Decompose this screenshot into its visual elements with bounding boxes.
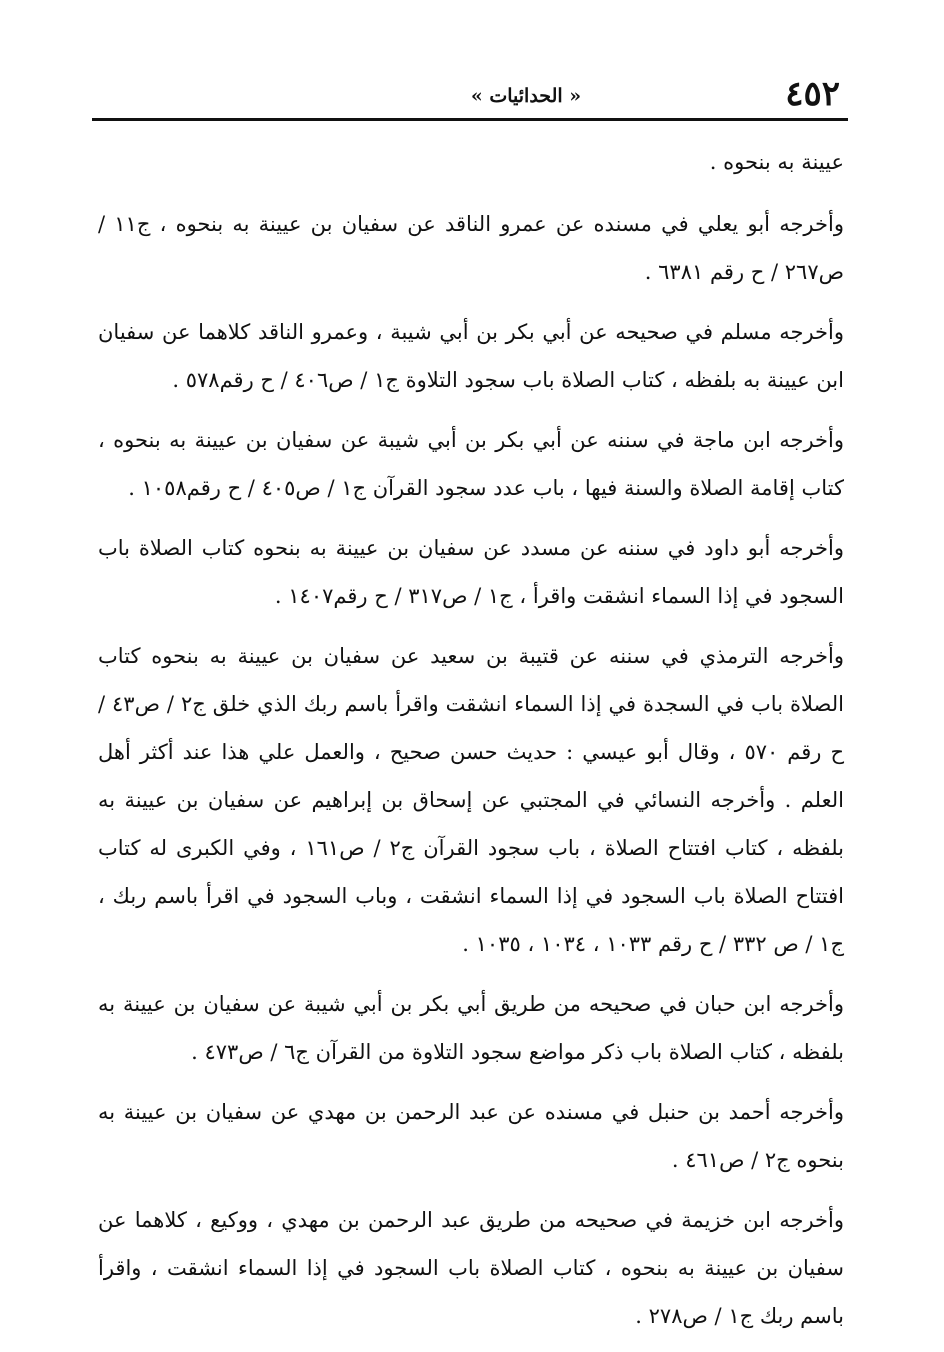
header-rule [92, 118, 848, 121]
paragraph-ibn-hibban: وأخرجه ابن حبان في صحيحه من طريق أبي بكر بن أبي شيبة عن سفيان بن عيينة به بلفظه ، كتاب الصلاة باب ذكر مواضع سجود التلاوة من القرآن ج٦ / ص٤٧٣ . [98, 992, 844, 1064]
paragraph-tirmidhi-nasai: وأخرجه الترمذي في سننه عن قتيبة بن سعيد عن سفيان بن عيينة به بنحوه كتاب الصلاة باب في السجدة في إذا السماء انشقت واقرأ باسم ربك الذي خلق ج٢ / ص٤٣ / ح رقم ٥٧٠ ، وقال أبو عيسي : حديث حسن صحيح ، والعمل علي هذا عند أكثر أهل العلم . وأخرجه النسائي في المجتبي عن إسحاق بن إبراهيم عن سفيان بن عيينة به بلفظه ، كتاب افتتاح الصلاة ، باب سجود القرآن ج٢ / ص١٦١ ، وفي الكبرى له كتاب افتتاح الصلاة باب السجود في إذا السماء انشقت ، وباب السجود في اقرأ باسم ربك ، ج١ / ص ٣٣٢ / ح رقم ١٠٣٣ ، ١٠٣٤ ، ١٠٣٥ . [98, 644, 845, 956]
page-number: ٤٥٢ [785, 74, 840, 114]
paragraph-abu-dawud: وأخرجه أبو داود في سننه عن مسدد عن سفيان بن عيينة به بنحوه كتاب الصلاة باب السجود في إذا السماء انشقت واقرأ ، ج١ / ص٣١٧ / ح رقم١٤٠٧ . [98, 536, 844, 608]
paragraph-ibn-khuzaymah: وأخرجه ابن خزيمة في صحيحه من طريق عبد الرحمن بن مهدي ، ووكيع ، كلاهما عن سفيان بن عيينة به بنحوه ، كتاب الصلاة باب السجود في إذا السماء انشقت ، واقرأ باسم ربك ج١ / ص٢٧٨ . [98, 1208, 844, 1328]
running-title: « الحدائيات » [470, 85, 582, 107]
page-header [92, 72, 840, 120]
paragraph-ibn-majah: وأخرجه ابن ماجة في سننه عن أبي بكر بن أبي شيبة عن سفيان بن عيينة به بنحوه ، كتاب إقامة الصلاة والسنة فيها ، باب عدد سجود القرآن ج١ / ص٤٠٥ / ح رقم١٠٥٨ . [98, 428, 844, 500]
paragraph-continuation: عيينة به بنحوه . [709, 150, 844, 174]
page-body [98, 138, 844, 1352]
paragraph-abu-yala: وأخرجه أبو يعلي في مسنده عن عمرو الناقد عن سفيان بن عيينة به بنحوه ، ج١١ / ص٢٦٧ / ح رقم ٦٣٨١ . [98, 212, 844, 284]
paragraph-muslim: وأخرجه مسلم في صحيحه عن أبي بكر بن أبي شيبة ، وعمرو الناقد كلاهما عن سفيان ابن عيينة به بلفظه ، كتاب الصلاة باب سجود التلاوة ج١ / ص٤٠٦ / ح رقم٥٧٨ . [98, 320, 844, 392]
paragraph-ahmad: وأخرجه أحمد بن حنبل في مسنده عن عبد الرحمن بن مهدي عن سفيان بن عيينة به بنحوه ج٢ / ص٤٦١ . [98, 1100, 844, 1172]
